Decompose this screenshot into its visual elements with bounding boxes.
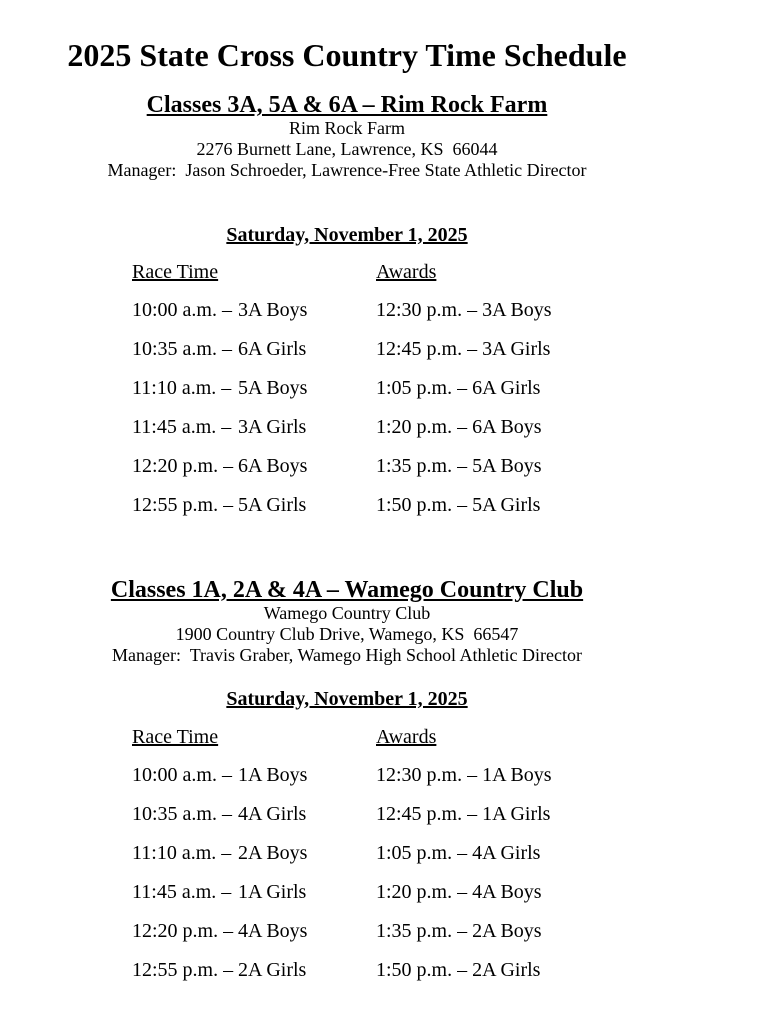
- race-time-header-text: Race Time: [132, 726, 219, 748]
- section-heading-text: Classes 3A, 5A & 6A – Rim Rock Farm: [146, 92, 548, 118]
- section-heading: [0, 577, 694, 603]
- venue-address: 1900 Country Club Drive, Wamego, KS 66547: [175, 624, 519, 644]
- race-division: 6A Boys: [238, 455, 308, 477]
- awards-header-text: Awards: [376, 261, 437, 283]
- event-date: [0, 224, 694, 246]
- race-time: 12:20 p.m. –: [132, 455, 234, 477]
- venue-address: 2276 Burnett Lane, Lawrence, KS 66044: [196, 139, 498, 159]
- race-division: 3A Girls: [238, 416, 307, 438]
- race-division: 3A Boys: [238, 299, 308, 321]
- race-time: 10:35 a.m. –: [132, 338, 232, 360]
- award-entry: 12:30 p.m. – 3A Boys: [376, 299, 552, 321]
- award-entry: 12:30 p.m. – 1A Boys: [376, 764, 552, 786]
- award-entry: 1:05 p.m. – 6A Girls: [376, 377, 541, 399]
- schedule-row: [132, 765, 694, 785]
- section-heading-text: Classes 1A, 2A & 4A – Wamego Country Club: [110, 577, 584, 603]
- race-time: 12:20 p.m. –: [132, 920, 234, 942]
- award-entry: 1:50 p.m. – 2A Girls: [376, 959, 541, 981]
- schedule-table: [132, 727, 694, 980]
- race-division: 4A Girls: [238, 803, 307, 825]
- awards-column-header: [376, 262, 694, 282]
- schedule-row: [132, 495, 694, 515]
- race-time: 11:10 a.m. –: [132, 377, 232, 399]
- schedule-row: [132, 417, 694, 437]
- award-entry: 1:35 p.m. – 2A Boys: [376, 920, 542, 942]
- venue-name: Rim Rock Farm: [289, 118, 405, 138]
- section-heading: [0, 92, 694, 118]
- event-date-text: Saturday, November 1, 2025: [226, 688, 468, 710]
- schedule-table: [132, 262, 694, 515]
- schedule-row: [132, 960, 694, 980]
- schedule-row: [132, 456, 694, 476]
- awards-column-header: [376, 727, 694, 747]
- race-division: 2A Boys: [238, 842, 308, 864]
- race-division: 4A Boys: [238, 920, 308, 942]
- section-rim-rock-farm: [0, 92, 694, 515]
- schedule-row: [132, 339, 694, 359]
- award-entry: 12:45 p.m. – 1A Girls: [376, 803, 551, 825]
- race-time-column-header: [132, 262, 238, 282]
- race-time: 12:55 p.m. –: [132, 959, 234, 981]
- schedule-row: [132, 804, 694, 824]
- race-time: 10:35 a.m. –: [132, 803, 232, 825]
- award-entry: 12:45 p.m. – 3A Girls: [376, 338, 551, 360]
- race-division: 2A Girls: [238, 959, 307, 981]
- schedule-row: [132, 300, 694, 320]
- page-title: 2025 State Cross Country Time Schedule: [67, 37, 627, 73]
- race-time: 10:00 a.m. –: [132, 764, 232, 786]
- schedule-row: [132, 843, 694, 863]
- race-time: 10:00 a.m. –: [132, 299, 232, 321]
- event-date-text: Saturday, November 1, 2025: [226, 224, 468, 246]
- schedule-row: [132, 921, 694, 941]
- award-entry: 1:35 p.m. – 5A Boys: [376, 455, 542, 477]
- award-entry: 1:20 p.m. – 6A Boys: [376, 416, 542, 438]
- race-time: 12:55 p.m. –: [132, 494, 234, 516]
- schedule-row: [132, 378, 694, 398]
- section-wamego-country-club: [0, 577, 694, 980]
- race-time-header-text: Race Time: [132, 261, 219, 283]
- award-entry: 1:50 p.m. – 5A Girls: [376, 494, 541, 516]
- race-time: 11:10 a.m. –: [132, 842, 232, 864]
- race-division: 5A Boys: [238, 377, 308, 399]
- venue-name: Wamego Country Club: [263, 603, 431, 623]
- race-time-column-header: [132, 727, 238, 747]
- venue-manager: Manager: Travis Graber, Wamego High School Athletic Director: [112, 645, 582, 665]
- race-time: 11:45 a.m. –: [132, 416, 232, 438]
- race-time: 11:45 a.m. –: [132, 881, 232, 903]
- division-column-spacer: [238, 727, 376, 747]
- race-division: 5A Girls: [238, 494, 307, 516]
- race-division: 1A Girls: [238, 881, 307, 903]
- awards-header-text: Awards: [376, 726, 437, 748]
- award-entry: 1:20 p.m. – 4A Boys: [376, 881, 542, 903]
- schedule-header-row: [132, 262, 694, 282]
- award-entry: 1:05 p.m. – 4A Girls: [376, 842, 541, 864]
- event-date: [0, 688, 694, 710]
- race-division: 6A Girls: [238, 338, 307, 360]
- venue-manager: Manager: Jason Schroeder, Lawrence-Free State Athletic Director: [107, 160, 587, 180]
- schedule-header-row: [132, 727, 694, 747]
- division-column-spacer: [238, 262, 376, 282]
- race-division: 1A Boys: [238, 764, 308, 786]
- schedule-row: [132, 882, 694, 902]
